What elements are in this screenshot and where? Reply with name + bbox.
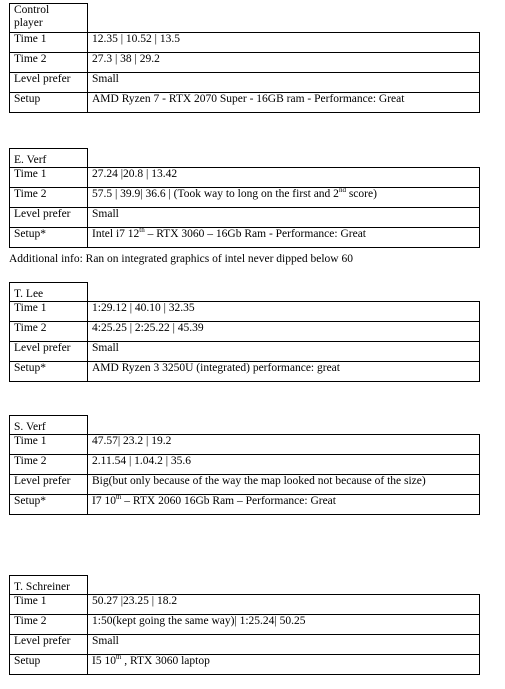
ordinal-suffix: th [115,494,122,502]
table-row-time1 [10,302,480,322]
row-label: Time 2 [10,455,88,475]
row-label: Setup [10,655,88,675]
table-header-row [10,4,480,33]
row-label: Time 1 [10,168,88,188]
player-table-t-schreiner [9,575,480,675]
table-row-time2 [10,188,480,208]
row-value: 4:25.25 | 2:25.22 | 45.39 [88,322,480,342]
player-name-cell: E. Verf [10,149,88,168]
table-header-row [10,576,480,595]
row-value [88,495,480,515]
row-value: Small [88,635,480,655]
player-name-cell: T. Schreiner [10,576,88,595]
table-row-setup [10,362,480,382]
header-empty-cell [88,283,480,302]
table-header-row [10,283,480,302]
setup-text-end: – RTX 2060 16Gb Ram – Performance: Great [121,495,336,507]
player-name-line2: player [14,17,43,29]
row-value: 1:29.12 | 40.10 | 32.35 [88,302,480,322]
row-label: Setup* [10,362,88,382]
table-row-time1 [10,595,480,615]
row-label: Time 2 [10,53,88,73]
table-row-level [10,635,480,655]
table-row-time1 [10,168,480,188]
additional-info: Additional info: Ran on integrated graphics of intel never dipped below 60 [9,253,353,265]
player-table-control [9,3,480,113]
table-row-time2 [10,53,480,73]
table-row-level [10,342,480,362]
player-name-cell: T. Lee [10,283,88,302]
header-empty-cell [88,416,480,435]
table-row-time1 [10,33,480,53]
table-header-row [10,416,480,435]
row-label: Setup [10,93,88,113]
row-value: 2.11.54 | 1.04.2 | 35.6 [88,455,480,475]
setup-text: Intel i7 12 [92,228,140,240]
table-row-setup [10,655,480,675]
row-label: Time 1 [10,302,88,322]
ordinal-suffix: th [115,654,122,662]
row-label: Time 1 [10,33,88,53]
row-value: Small [88,342,480,362]
row-value: Big(but only because of the way the map looked not because of the size) [88,475,480,495]
table-row-level [10,475,480,495]
row-value [88,188,480,208]
table-row-time2 [10,322,480,342]
row-label: Level prefer [10,208,88,228]
ordinal-suffix: nd [338,187,346,195]
setup-text-end: – RTX 3060 – 16Gb Ram - Performance: Great [144,228,367,240]
row-label: Time 1 [10,435,88,455]
row-value [88,228,480,248]
table-row-time2 [10,455,480,475]
time2-text-end: score) [345,188,377,200]
row-label: Level prefer [10,635,88,655]
row-value: AMD Ryzen 3 3250U (integrated) performance: great [88,362,480,382]
header-empty-cell [88,576,480,595]
row-label: Time 2 [10,615,88,635]
player-name-cell [10,4,88,33]
player-name-line1: Control [14,4,50,16]
setup-text: I7 10 [92,495,116,507]
row-label: Time 2 [10,322,88,342]
row-value: Small [88,208,480,228]
setup-text-end: , RTX 3060 laptop [121,655,210,667]
table-row-setup [10,93,480,113]
time2-text: 57.5 | 39.9| 36.6 | (Took way to long on the first and 2 [92,188,339,200]
row-value: 50.27 |23.25 | 18.2 [88,595,480,615]
player-table-s-verf [9,415,480,515]
row-value [88,655,480,675]
table-row-level [10,73,480,93]
header-empty-cell [88,4,480,33]
header-empty-cell [88,149,480,168]
setup-text: I5 10 [92,655,116,667]
table-row-setup [10,495,480,515]
row-value: 27.24 |20.8 | 13.42 [88,168,480,188]
player-table-e-verf [9,148,480,248]
table-row-level [10,208,480,228]
player-name-cell: S. Verf [10,416,88,435]
row-label: Time 1 [10,595,88,615]
row-label: Setup* [10,495,88,515]
table-header-row [10,149,480,168]
row-label: Level prefer [10,475,88,495]
row-label: Setup* [10,228,88,248]
row-value: Small [88,73,480,93]
table-row-time2 [10,615,480,635]
row-value: AMD Ryzen 7 - RTX 2070 Super - 16GB ram - Performance: Great [88,93,480,113]
row-value: 47.57| 23.2 | 19.2 [88,435,480,455]
player-table-t-lee [9,282,480,382]
row-label: Level prefer [10,73,88,93]
table-row-time1 [10,435,480,455]
row-value: 27.3 | 38 | 29.2 [88,53,480,73]
row-label: Time 2 [10,188,88,208]
row-label: Level prefer [10,342,88,362]
table-row-setup [10,228,480,248]
row-value: 1:50(kept going the same way)| 1:25.24| 50.25 [88,615,480,635]
ordinal-suffix: th [139,227,145,235]
row-value: 12.35 | 10.52 | 13.5 [88,33,480,53]
